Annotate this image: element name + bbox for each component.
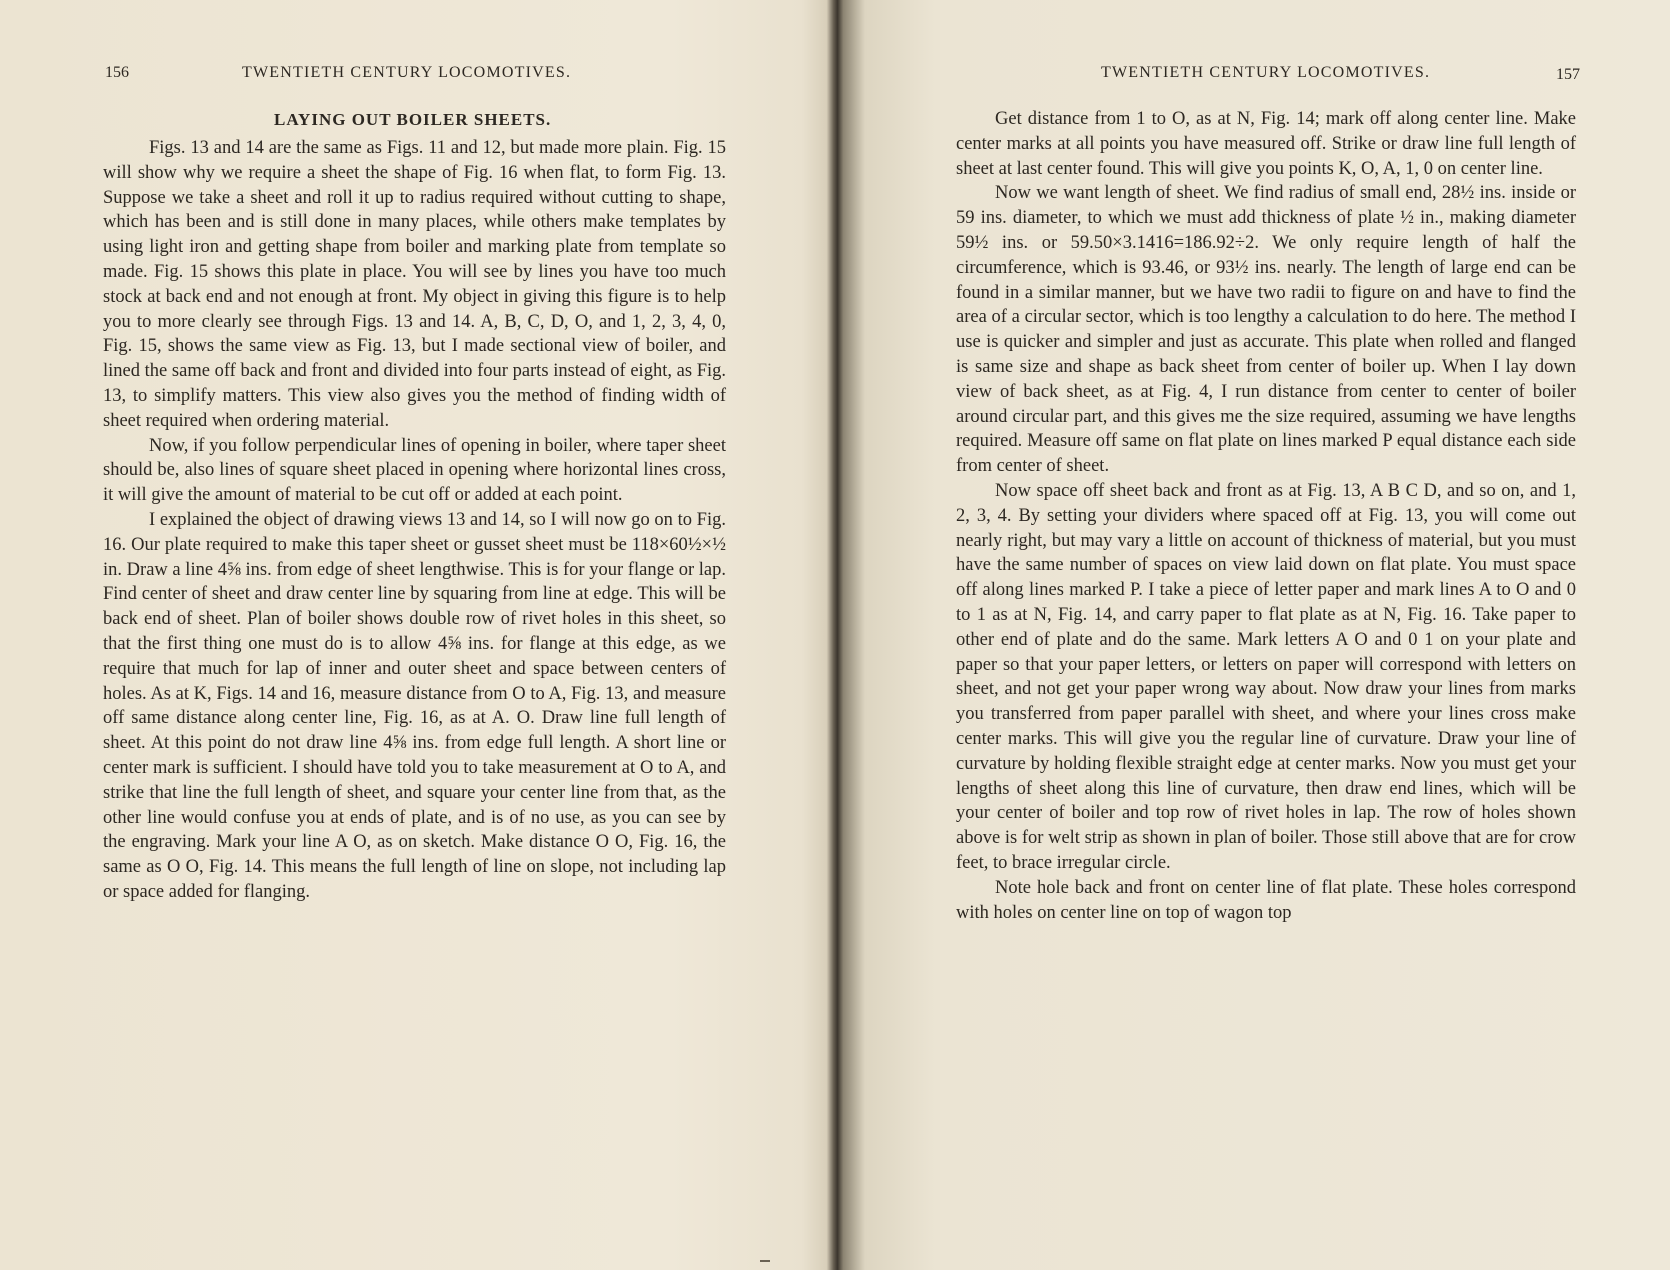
paragraph: Figs. 13 and 14 are the same as Figs. 11 and 12, but made more plain. Fig. 15 will show why we require a sheet the shape of Fig. 16 when flat, to form Fig. 13. Suppose we take a sheet and roll it up to radius required without cutting to shape, which has been and is still done in many places, while others make templates by using light iron and getting shape from boiler and marking plate from template so made. Fig. 15 shows this plate in place. You will see by lines you have too much stock at back end and not enough at front. My object in giving this figure is to help you to more clearly see through Figs. 13 and 14. A, B, C, D, O, and 1, 2, 3, 4, 0, Fig. 15, shows the same view as Fig. 13, but I made sectional view of boiler, and lined the same off back and front and divided into four parts instead of eight, as Fig. 13, to simplify matters. This view also gives you the method of finding width of sheet required when ordering material. [103,138,726,431]
section-title: LAYING OUT BOILER SHEETS. [274,110,552,129]
paragraph: Note hole back and front on center line of flat plate. These holes correspond with holes on center line on top of wagon top [956,877,1576,923]
right-page [840,0,1670,1270]
page-number: 157 [1556,66,1580,83]
paragraph: Now we want length of sheet. We find radius of small end, 28½ ins. inside or 59 ins. diameter, to which we must add thickness of plate ½ in., making diameter 59½ ins. or 59.50×3.1416=186.92÷2. We only require length of half the circumference, which is 93.46, or 93½ ins. nearly. The length of large end can be found in a similar manner, but we have two radii to figure on and have to find the area of a circular sector, which is too lengthy a calculation to do here. The method I use is quicker and simpler and just as accurate. This plate when rolled and flanged is same size and shape as back sheet from center of boiler up. When I lay down view of back sheet, as at Fig. 4, I run distance from center to center of boiler around circular part, and this gives me the size required, assuming we have lengths required. Measure off same on flat plate on lines marked P equal distance each side from center of sheet. [956,183,1576,477]
page-number: 156 [105,64,129,81]
paragraph: I explained the object of drawing views 13 and 14, so I will now go on to Fig. 16. Our plate required to make this taper sheet or gusset sheet must be 118×60½×½ in. Draw a line 4⅝ ins. from edge of sheet lengthwise. This is for your flange or lap. Find center of sheet and draw center line by squaring from line at edge. This will be back end of sheet. Plan of boiler shows double row of rivet holes in this sheet, so that the first thing one must do is to allow 4⅝ ins. for flange at this edge, as we require that much for lap of inner and outer sheet and space between centers of holes. As at K, Figs. 14 and 16, measure distance from O to A, Fig. 13, and measure off same distance along center line, Fig. 16, as at A. O. Draw line full length of sheet. At this point do not draw line 4⅝ ins. from edge full length. A short line or center mark is sufficient. I should have told you to take measurement at O to A, and strike that line the full length of sheet, and square your center line from that, as the other line would confuse you at ends of plate, and is of no use, as you can see by the engraving. Mark your line A O, as on sketch. Make distance O O, Fig. 16, the same as O O, Fig. 14. This means the full length of line on slope, not including lap or space added for flanging. [103,509,726,902]
paragraph: Now, if you follow perpendicular lines of opening in boiler, where taper sheet should be, also lines of square sheet placed in opening where horizontal lines cross, it will give the amount of material to be cut off or added at each point. [103,435,726,506]
right-body-text [956,107,1576,925]
paragraph: Get distance from 1 to O, as at N, Fig. 14; mark off along center line. Make center marks at all points you have measured off. Strike or draw line full length of sheet at last center found. This will give you points K, O, A, 1, 0 on center line. [956,109,1576,179]
gutter-mark [760,1260,770,1262]
left-page [0,0,830,1270]
left-body-text [103,136,726,905]
running-head: TWENTIETH CENTURY LOCOMOTIVES. [242,64,572,81]
running-head: TWENTIETH CENTURY LOCOMOTIVES. [1101,64,1431,81]
paragraph: Now space off sheet back and front as at Fig. 13, A B C D, and so on, and 1, 2, 3, 4. By setting your dividers where spaced off at Fig. 13, you will come out nearly right, but may vary a little on account of thickness of material, but you must have the same number of spaces on view laid down on flat plate. You must space off along lines marked P. I take a piece of letter paper and mark lines A to O and 0 to 1 as at N, Fig. 14, and carry paper to flat plate as at N, Fig. 16. Take paper to other end of plate and do the same. Mark letters A O and 0 1 on your plate and paper so that your paper letters, or letters on paper will correspond with letters on sheet, and not get your paper wrong way about. Now draw your lines from marks you transferred from paper parallel with sheet, and where your lines cross make center marks. This will give you the regular line of curvature. Draw your line of curvature by holding flexible straight edge at center marks. Now you must get your lengths of sheet along this line of curvature, then draw end lines, which will be your center of boiler and top row of rivet holes in lap. The row of holes shown above is for welt strip as shown in plan of boiler. Those still above that are for crow feet, to brace irregular circle. [956,480,1576,873]
